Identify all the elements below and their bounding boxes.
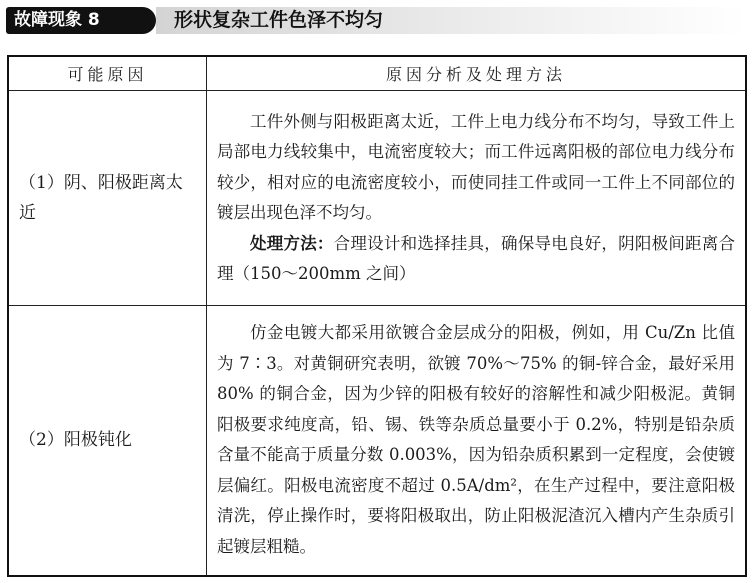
section-header xyxy=(6,5,746,37)
fault-number-badge: 故障现象 8 xyxy=(6,7,156,34)
method-paragraph xyxy=(217,229,735,290)
method-text: 合理设计和选择挂具，确保导电良好，阴阳极间距离合理（150～200mm 之间） xyxy=(217,233,736,283)
table-row xyxy=(8,91,746,306)
column-header-analysis: 原因分析及处理方法 xyxy=(207,56,747,91)
fault-table xyxy=(7,55,747,577)
analysis-text: 工件外侧与阳极距离太近，工件上电力线分布不均匀，导致工件上局部电力线较集中，电流密度较大；而工件远离阳极的部位电力线分布较少，相对应的电流密度较小，而使同挂工件或同一工件上不同部位的镀层出现色泽不均匀。 xyxy=(217,111,735,222)
table-row xyxy=(8,306,746,576)
column-header-cause: 可能原因 xyxy=(8,56,207,91)
cause-cell: （1）阴、阳极距离太近 xyxy=(8,91,207,306)
method-label: 处理方法： xyxy=(250,233,334,253)
analysis-cell xyxy=(207,91,747,306)
table-header-row xyxy=(8,56,746,91)
analysis-cell xyxy=(207,306,747,576)
analysis-text: 仿金电镀大都采用欲镀合金层成分的阳极，例如，用 Cu/Zn 比值为 7∶3。对黄铜研究表明，欲镀 70%～75% 的铜-锌合金，最好采用 80% 的铜合金，因为少锌的阳极有较好的溶解性和减少阳极泥。黄铜阳极要求纯度高，铅、锡、铁等杂质总量要小于 0.2%，特别是铅杂质含量不能高于质量分数 0.003%，因为铅杂质积累到一定程度，会使镀层偏红。阳极电流密度不超过 0.5A/dm²，在生产过程中，要注意阳极清洗，停止操作时，要将阳极取出，防止阳极泥渣沉入槽内产生杂质引起镀层粗糙。 xyxy=(217,323,735,556)
fault-title: 形状复杂工件色泽不均匀 xyxy=(174,9,384,31)
cause-cell: （2）阳极钝化 xyxy=(8,306,207,576)
